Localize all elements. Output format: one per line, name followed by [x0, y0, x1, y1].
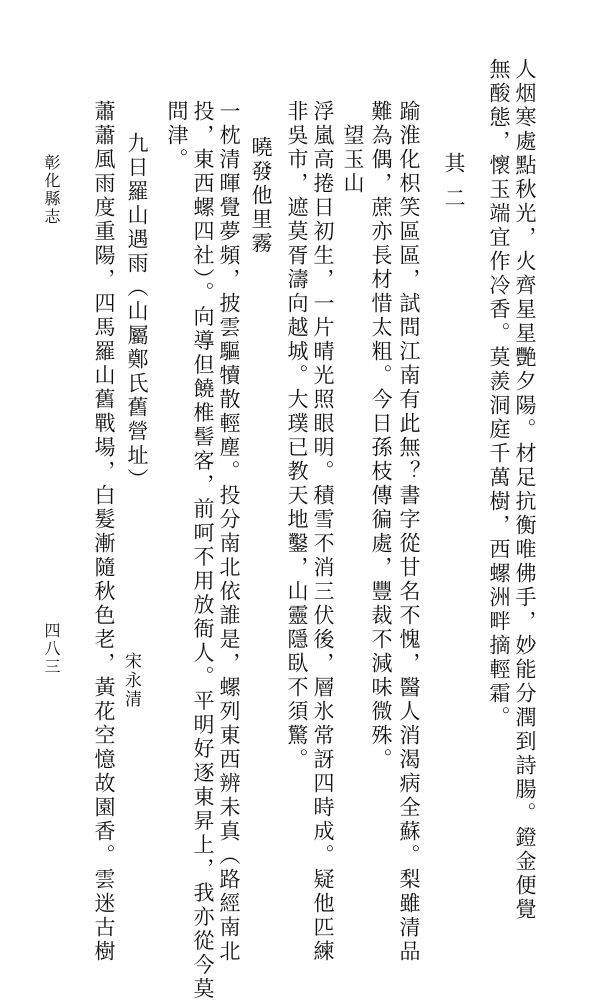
footer-book-title: 彰化縣志: [42, 154, 61, 226]
text-column-10: 蕭蕭風雨度重陽，四馬羅山舊戰場，白髮漸隨秋色老，黃花空憶故園香。雲迷古樹: [92, 100, 116, 964]
text-column-5: 浮嵐高捲日初生，一片晴光照眼明。積雪不消三伏後，層氷常訝四時成。疑他匹練: [311, 100, 335, 964]
heading-qi-er: 其二: [442, 152, 466, 222]
author-name: 宋永清: [121, 652, 141, 709]
text-column-1: 人烟寒處點秋光，火齊星星艷夕陽。材足抗衡唯佛手，妙能分潤到詩腸。鐙金便覺: [513, 58, 537, 922]
text-column-3: 踰淮化枳笑區區，試問江南有此無？書字從甘名不愧，醫人消渴病全蘇。梨雖清品: [397, 100, 421, 964]
heading-jiu-ri: 九日羅山遇雨（山屬鄭氏舊營址）: [125, 132, 149, 492]
text-column-7: 一枕清暉覺夢頻，披雲驅犢散輕塵。投分南北依誰是，螺列東西辨未真（路經南北: [217, 100, 241, 964]
text-column-2: 無酸態，懷玉端宜作冷香。莫羨洞庭千萬樹，西螺洲畔摘輕霜。: [487, 58, 511, 730]
text-column-8: 投，東西螺四社）。向導但饒椎髻客，前呵不用放衙人。平明好逐東昇上，我亦從今莫: [191, 100, 215, 1002]
page-number: 四八三: [42, 622, 61, 676]
text-column-4: 難為偶，蔗亦長材惜太粗。今日孫枝傳徧處，豐裁不減味微殊。: [369, 100, 393, 772]
heading-xiao-fa: 曉發他里霧: [249, 136, 273, 256]
text-column-6: 非吳市，遮莫胥濤向越城。大璞已教天地鑿，山靈隱臥不須驚。: [285, 100, 309, 772]
heading-wang-yu-shan: 望玉山: [341, 124, 365, 196]
text-column-9: 問津。: [165, 100, 189, 172]
